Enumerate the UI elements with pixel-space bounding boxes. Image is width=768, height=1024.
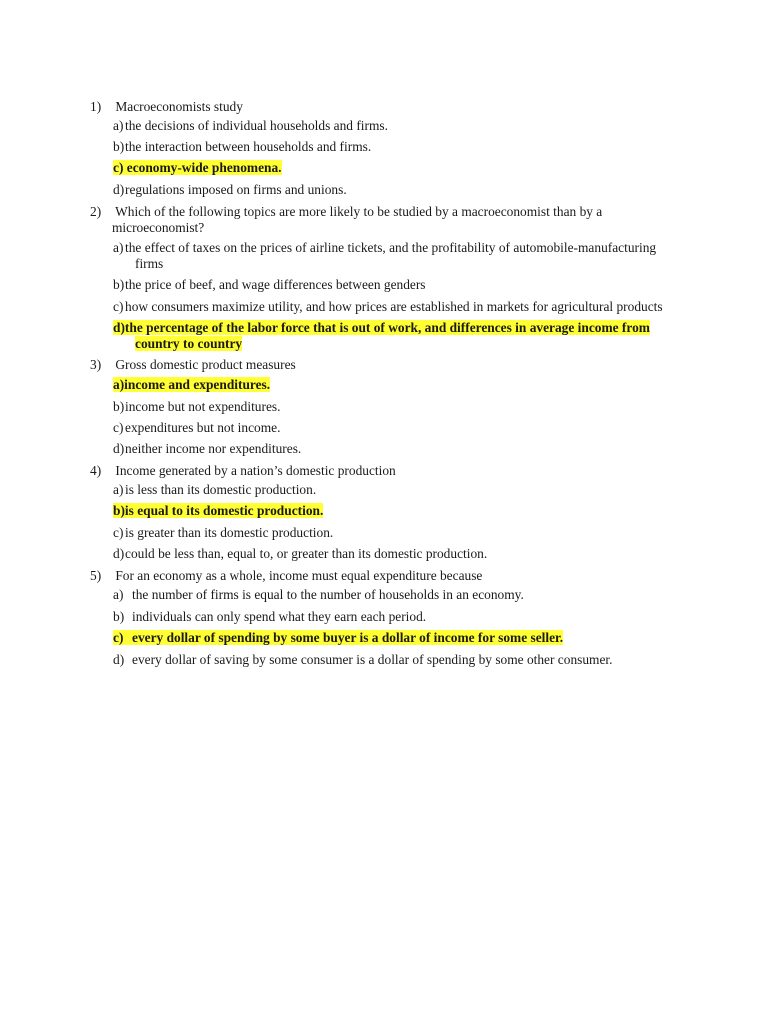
question-5 (90, 568, 690, 584)
question-number: 5) (90, 568, 102, 583)
question-3 (90, 357, 690, 373)
option-2a (113, 240, 678, 256)
question-2 (90, 204, 690, 220)
option-text-continued: country to country (135, 336, 243, 351)
option-letter: b) (113, 277, 125, 292)
option-1b (113, 139, 678, 155)
option-1d (113, 182, 678, 198)
option-letter: a) (113, 118, 124, 133)
option-3c (113, 420, 678, 436)
option-text: income and expenditures. (124, 377, 271, 392)
question-text: Macroeconomists study (115, 99, 243, 114)
option-text: individuals can only spend what they earn each period. (132, 609, 427, 624)
option-text: every dollar of spending by some buyer is a dollar of income for some seller. (132, 630, 564, 645)
question-number: 2) (90, 204, 102, 219)
option-5d (113, 652, 678, 668)
question-2-line2 (90, 220, 690, 236)
option-4b-correct (113, 503, 678, 519)
option-text: is greater than its domestic production. (125, 525, 334, 540)
option-text: the decisions of individual households and firms. (125, 118, 388, 133)
option-letter: b) (113, 609, 125, 624)
option-2d-line2 (113, 336, 678, 352)
answer-highlight (113, 630, 563, 645)
question-1 (90, 99, 690, 115)
option-letter: c) (113, 630, 124, 645)
option-4d (113, 546, 678, 562)
question-text-continued: microeconomist? (112, 220, 205, 235)
option-letter: d) (113, 546, 125, 561)
option-text: the interaction between households and firms. (125, 139, 372, 154)
option-text: the percentage of the labor force that is out of work, and differences in average income from (124, 320, 650, 335)
option-5a (113, 587, 678, 603)
option-letter: d) (113, 320, 125, 335)
option-1c-correct (113, 160, 678, 176)
question-text: For an economy as a whole, income must equal expenditure because (115, 568, 483, 583)
option-5b (113, 609, 678, 625)
option-text: the number of firms is equal to the number of households in an economy. (132, 587, 524, 602)
question-text: Which of the following topics are more likely to be studied by a macroeconomist than by a (115, 204, 603, 219)
option-3d (113, 441, 678, 457)
answer-highlight (113, 320, 650, 335)
answer-highlight (113, 160, 282, 175)
option-letter: a) (113, 377, 125, 392)
option-letter: a) (113, 482, 124, 497)
option-text: is equal to its domestic production. (124, 503, 324, 518)
option-4a (113, 482, 678, 498)
option-letter: c) (113, 160, 124, 175)
option-text: the price of beef, and wage differences between genders (125, 277, 426, 292)
question-text: Gross domestic product measures (115, 357, 296, 372)
option-letter: c) (113, 525, 124, 540)
question-4 (90, 463, 690, 479)
option-letter: b) (113, 399, 125, 414)
option-letter: a) (113, 587, 124, 602)
option-4c (113, 525, 678, 541)
option-letter: d) (113, 652, 125, 667)
option-text: how consumers maximize utility, and how prices are established in markets for agricultural products (125, 299, 663, 314)
option-text: every dollar of saving by some consumer is a dollar of spending by some other consumer. (132, 652, 613, 667)
question-number: 3) (90, 357, 102, 372)
option-text: expenditures but not income. (125, 420, 281, 435)
option-letter: d) (113, 182, 125, 197)
option-2d-correct (113, 320, 678, 336)
option-text: regulations imposed on firms and unions. (125, 182, 347, 197)
option-letter: a) (113, 240, 124, 255)
option-letter: c) (113, 420, 124, 435)
question-number: 4) (90, 463, 102, 478)
option-text-continued: firms (135, 256, 164, 271)
answer-highlight (113, 503, 323, 518)
option-text: is less than its domestic production. (125, 482, 317, 497)
question-text: Income generated by a nation’s domestic production (115, 463, 396, 478)
option-5c-correct (113, 630, 678, 646)
option-3a-correct (113, 377, 678, 393)
option-letter: b) (113, 503, 125, 518)
option-letter: b) (113, 139, 125, 154)
option-text: economy-wide phenomena. (126, 160, 282, 175)
question-number: 1) (90, 99, 102, 114)
option-1a (113, 118, 678, 134)
option-letter: d) (113, 441, 125, 456)
option-text: the effect of taxes on the prices of airline tickets, and the profitability of automobile-manufacturing (125, 240, 657, 255)
option-2c (113, 299, 678, 315)
option-2a-line2 (113, 256, 678, 272)
option-letter: c) (113, 299, 124, 314)
option-text: could be less than, equal to, or greater than its domestic production. (125, 546, 488, 561)
option-2b (113, 277, 678, 293)
option-3b (113, 399, 678, 415)
option-text: neither income nor expenditures. (125, 441, 302, 456)
option-text: income but not expenditures. (125, 399, 281, 414)
answer-highlight (113, 377, 270, 392)
